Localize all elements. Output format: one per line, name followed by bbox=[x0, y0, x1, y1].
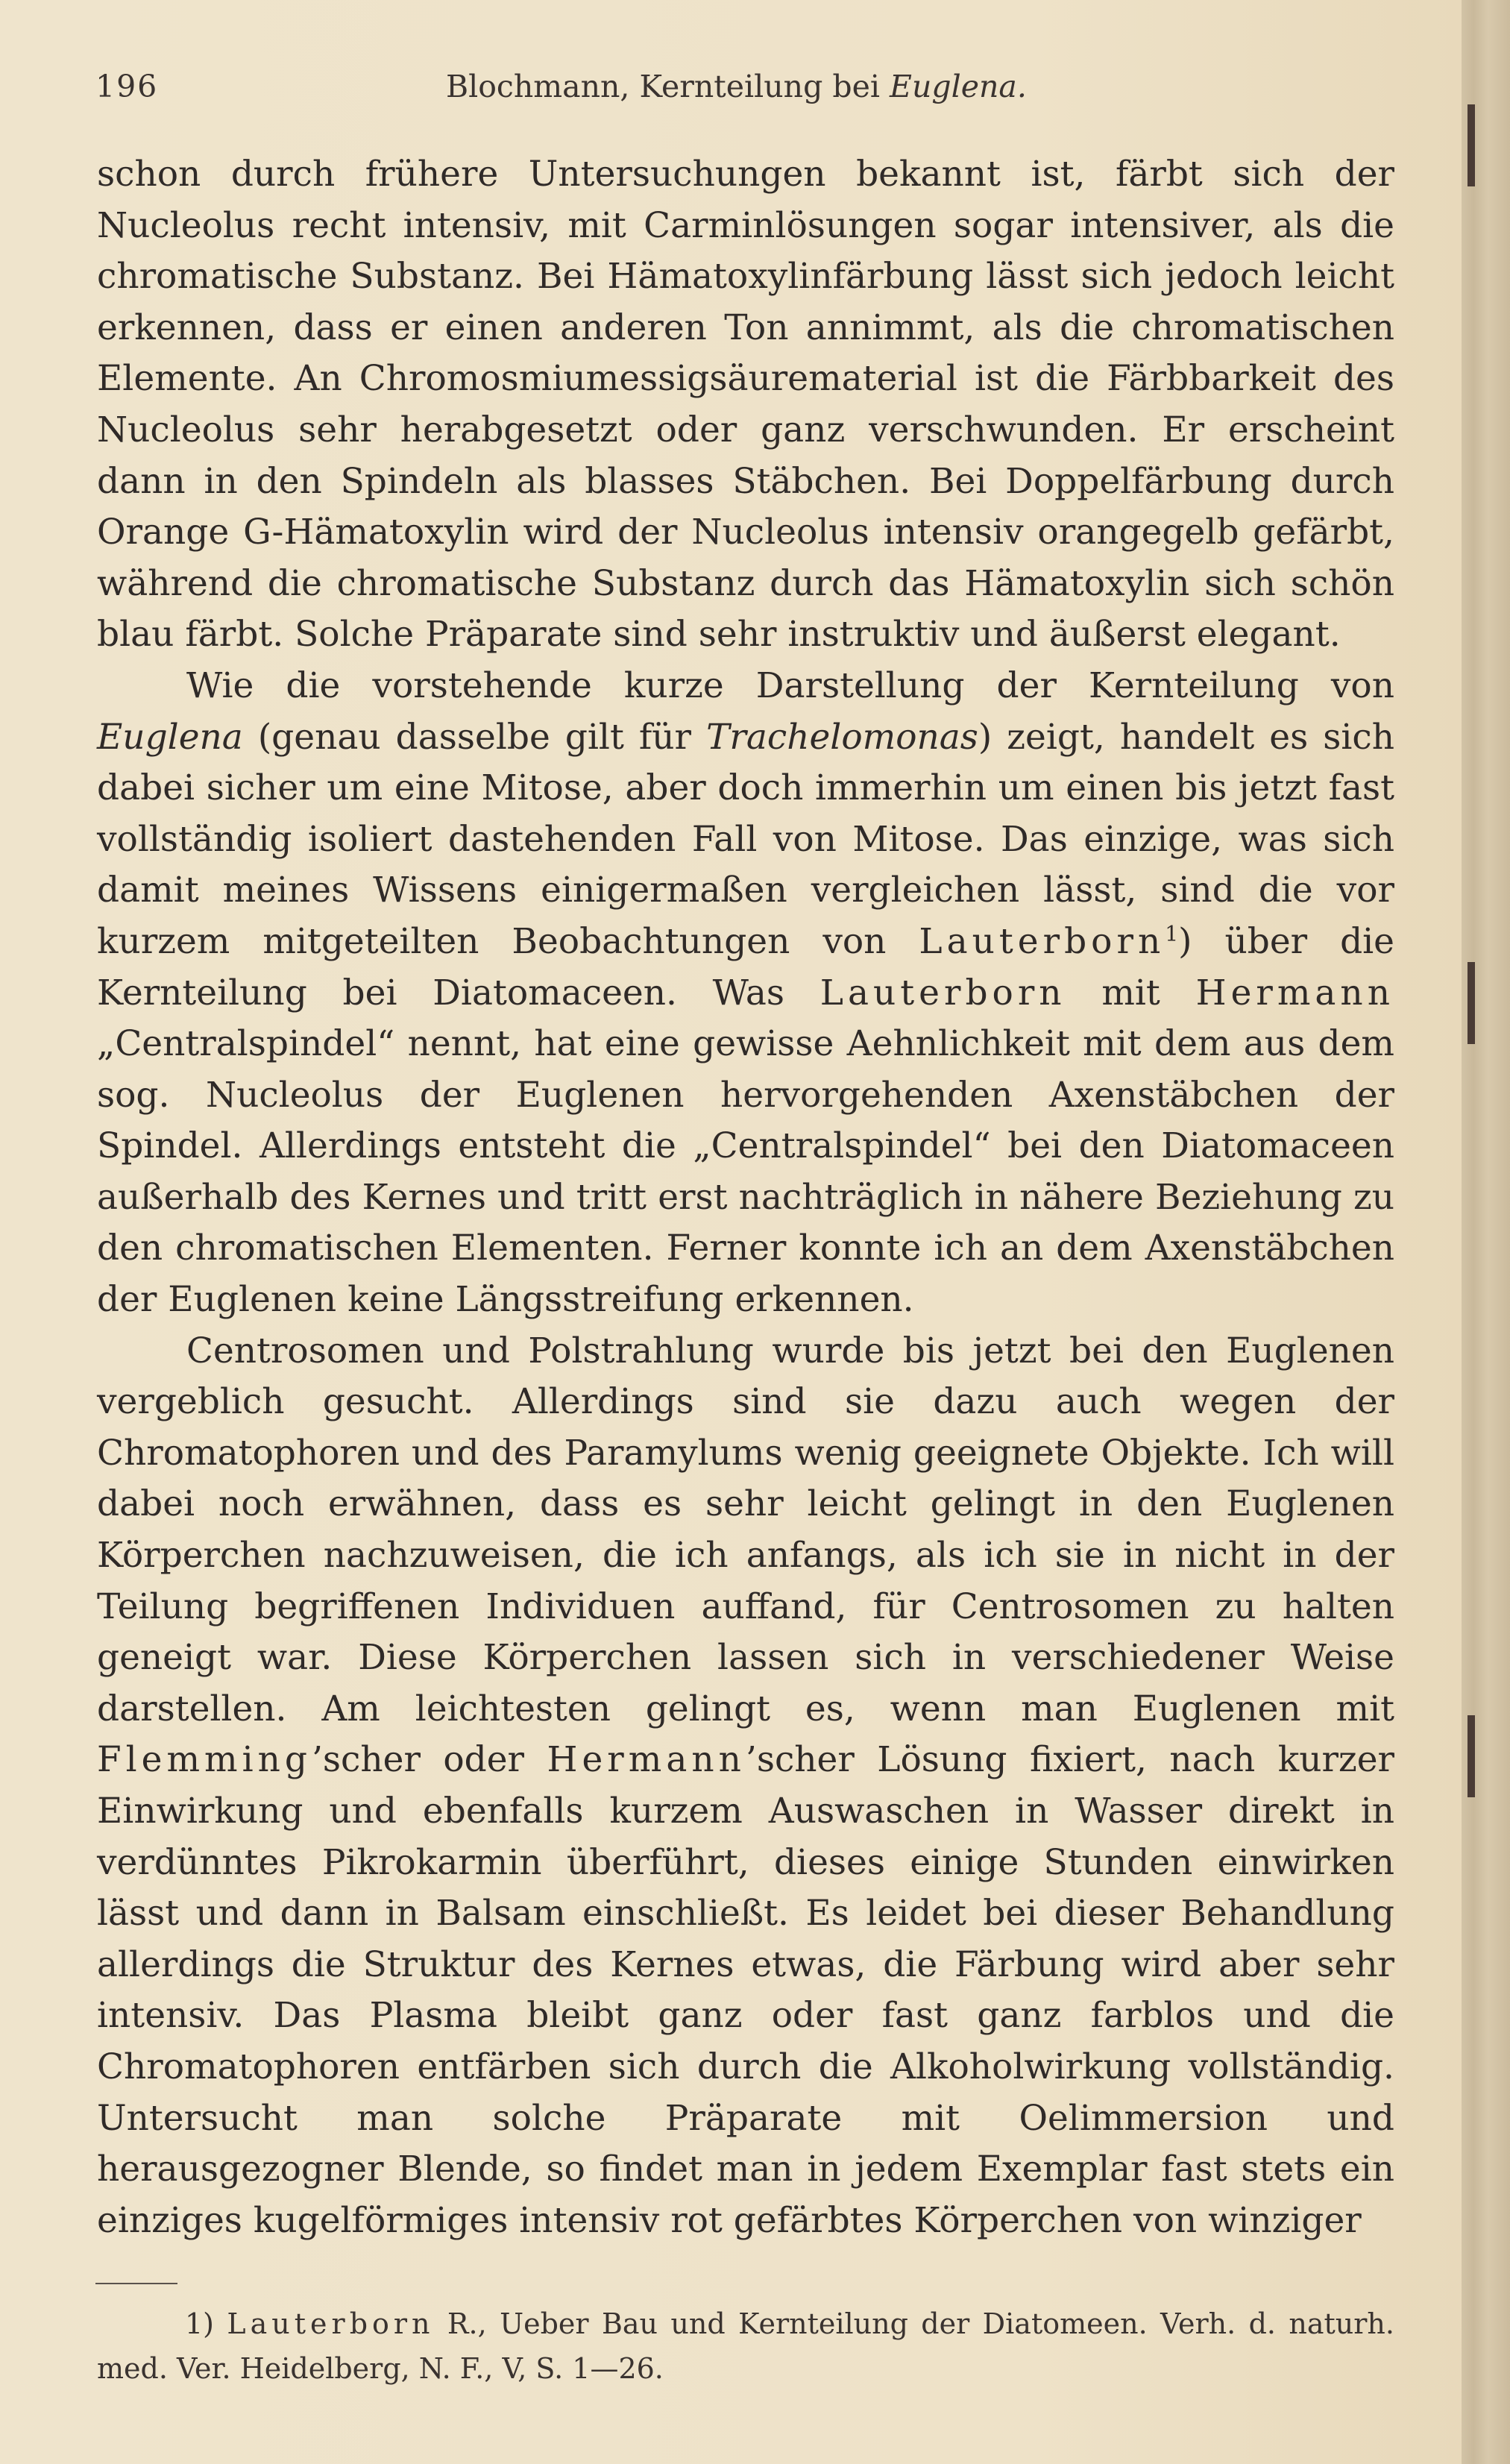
author-hermann: Hermann bbox=[1195, 972, 1394, 1013]
page-number: 196 bbox=[95, 69, 159, 104]
p2-text-b: (genau dasselbe gilt für bbox=[242, 716, 707, 758]
paragraph-3 bbox=[97, 1326, 1394, 2247]
footnote-rule bbox=[95, 2283, 177, 2284]
p2-text-e: mit bbox=[1066, 972, 1196, 1013]
body-text bbox=[97, 149, 1394, 2246]
footnote-marker: 1) bbox=[185, 2307, 227, 2340]
footnote-text: R., Ueber Bau und Kernteilung der Diatomeen. Verh. d. naturh. med. Ver. Heidelberg, N. F., V, S. 1—26. bbox=[97, 2307, 1394, 2385]
edge-mark bbox=[1467, 962, 1475, 1044]
running-header bbox=[95, 69, 1393, 113]
author-lauterborn: Lauterborn bbox=[919, 920, 1165, 962]
footnote bbox=[97, 2301, 1394, 2391]
p3-text-b: ’scher oder bbox=[311, 1739, 547, 1781]
running-title-text: Blochmann, Kernteilung bei bbox=[446, 69, 890, 104]
p2-text-c: ) zeigt, handelt es sich dabei sicher um eine Mitose, aber doch immerhin um einen bis jetzt fast vollständig isoliert dastehenden Fall von Mitose. Das einzige, was sich damit meines Wissens einigermaßen vergleichen lässt, sind die vor kurzem mitgeteilten Beobachtungen von bbox=[97, 716, 1394, 962]
paragraph-2 bbox=[97, 661, 1394, 1326]
running-title bbox=[446, 69, 1027, 104]
edge-mark bbox=[1467, 104, 1475, 186]
page-edge-shadow bbox=[1462, 0, 1510, 2464]
author-flemming: Flemming bbox=[97, 1739, 312, 1781]
p2-text-d: ) über die Kernteilung bei Diatomaceen. Was bbox=[97, 920, 1394, 1013]
author-hermann-2: Hermann bbox=[547, 1739, 746, 1781]
footnote-ref: 1 bbox=[1165, 921, 1179, 946]
p2-text-f: „Centralspindel“ nennt, hat eine gewisse Aehnlichkeit mit dem aus dem sog. Nucleolus der Euglenen hervorgehenden Axenstäbchen der Spindel. Allerdings entsteht die „Centralspindel“ bei den Diatomaceen außerhalb des Kernes und tritt erst nachträglich in nähere Beziehung zu den chromatischen Elementen. Ferner konnte ich an dem Axenstäbchen der Euglenen keine Längsstreifung erkennen. bbox=[97, 1023, 1394, 1321]
p2-text-a: Wie die vorstehende kurze Darstellung der Kernteilung von bbox=[186, 664, 1394, 706]
genus-euglena: Euglena bbox=[97, 716, 243, 758]
p3-text-a: Centrosomen und Polstrahlung wurde bis jetzt bei den Euglenen vergeblich gesucht. Allerdings sind sie dazu auch wegen der Chromatophoren und des Paramylums wenig geeignete Objekte. Ich will dabei noch erwähnen, dass es sehr leicht gelingt in den Euglenen Körperchen nachzuweisen, die ich anfangs, als ich sie in nicht in der Teilung begriffenen Individuen auffand, für Centrosomen zu halten geneigt war. Diese Körperchen lassen sich in verschiedener Weise darstellen. Am leichtesten gelingt es, wenn man Euglenen mit bbox=[97, 1330, 1394, 1729]
author-lauterborn-2: Lauterborn bbox=[820, 972, 1066, 1013]
edge-mark bbox=[1467, 1715, 1475, 1797]
p3-text-c: ’scher Lösung fixiert, nach kurzer Einwirkung und ebenfalls kurzem Auswaschen in Wasser direkt in verdünntes Pikrokarmin überführt, dieses einige Stunden einwirken lässt und dann in Balsam einschließt. Es leidet bei dieser Behandlung allerdings die Struktur des Kernes etwas, die Färbung wird aber sehr intensiv. Das Plasma bleibt ganz oder fast ganz farblos und die Chromatophoren entfärben sich durch die Alkoholwirkung vollständig. Untersucht man solche Präparate mit Oelimmersion und herausgezogner Blende, so findet man in jedem Exemplar fast stets ein einziges kugelförmiges intensiv rot gefärbtes Körperchen von winziger bbox=[97, 1739, 1394, 2241]
running-title-genus: Euglena. bbox=[890, 69, 1027, 104]
paragraph-1: schon durch frühere Untersuchungen bekannt ist, färbt sich der Nucleolus recht intensiv, mit Carminlösungen sogar intensiver, als die chromatische Substanz. Bei Hämatoxylinfärbung lässt sich jedoch leicht erkennen, dass er einen anderen Ton annimmt, als die chromatischen Elemente. An Chromosmiumessigsäurematerial ist die Färbbarkeit des Nucleolus sehr herabgesetzt oder ganz verschwunden. Er erscheint dann in den Spindeln als blasses Stäbchen. Bei Doppelfärbung durch Orange G-Hämatoxylin wird der Nucleolus intensiv orangegelb gefärbt, während die chromatische Substanz durch das Hämatoxylin sich schön blau färbt. Solche Präparate sind sehr instruktiv und äußerst elegant. bbox=[97, 154, 1394, 656]
genus-trachelomonas: Trachelomonas bbox=[706, 716, 978, 758]
footnote-author: Lauterborn bbox=[227, 2307, 435, 2340]
